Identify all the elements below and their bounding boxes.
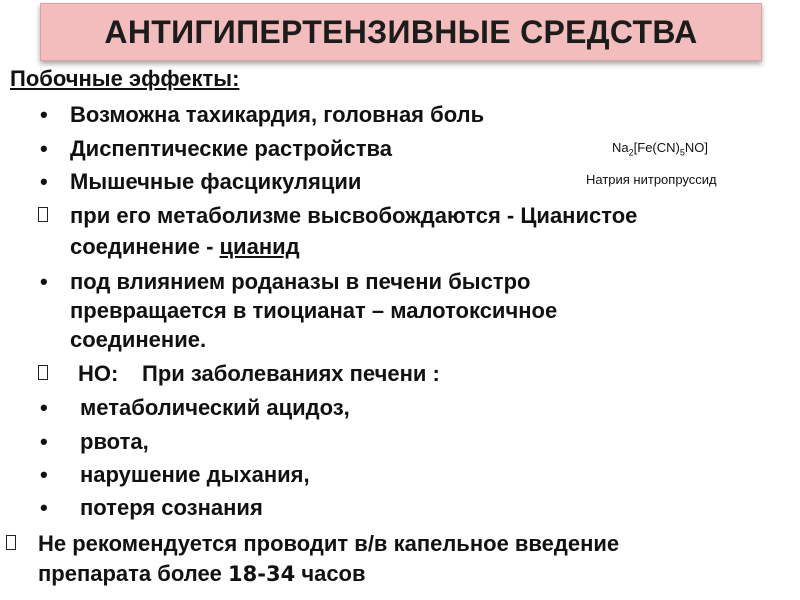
recommendation-line-1: Не рекомендуется проводит в/в капельное введение: [38, 531, 620, 556]
formula-name: Натрия нитропруссид: [586, 172, 717, 187]
square-bullet-icon: [38, 365, 48, 385]
bullet-consciousness: потеря сознания: [80, 495, 263, 520]
rodanase-line-3: соединение.: [70, 327, 207, 352]
bullet-tachycardia: Возможна тахикардия, головная боль: [70, 102, 485, 127]
metabolism-line-1: при его метаболизме высвобождаются - Цианистое: [70, 203, 638, 228]
bullet-marker: •: [40, 429, 48, 454]
hours-range: 18-34: [228, 562, 296, 586]
bullet-vomiting: рвота,: [80, 429, 149, 454]
bullet-marker: •: [40, 102, 48, 127]
cyanide-term: цианид: [219, 234, 300, 259]
bullet-marker: •: [40, 269, 48, 294]
but-label: НО:: [78, 361, 119, 386]
side-effects-heading: Побочные эффекты:: [10, 66, 240, 91]
bullet-marker: •: [40, 169, 48, 194]
bullet-acidosis: метаболический ацидоз,: [80, 395, 350, 420]
chemical-formula: $Na_2[Fe(CN)_5NO]$: [612, 140, 708, 158]
square-bullet-icon: [38, 207, 48, 227]
slide-title-box: [40, 3, 762, 61]
bullet-marker: •: [40, 136, 48, 161]
liver-disease-line: При заболеваниях печени :: [142, 361, 440, 386]
bullet-marker: •: [40, 395, 48, 420]
bullet-marker: •: [40, 462, 48, 487]
bullet-dyspeptic: Диспептические растройства: [70, 136, 392, 161]
metabolism-line-2: соединение - цианид: [70, 234, 300, 259]
rodanase-line-1: под влиянием роданазы в печени быстро: [70, 269, 531, 294]
square-bullet-icon: [6, 535, 16, 555]
rodanase-line-2: превращается в тиоцианат – малотоксичное: [70, 298, 558, 323]
bullet-fasciculations: Мышечные фасцикуляции: [70, 169, 362, 194]
bullet-breathing: нарушение дыхания,: [80, 462, 310, 487]
recommendation-line-2: препарата более 18-34 часов: [38, 561, 366, 586]
bullet-marker: •: [40, 495, 48, 520]
slide-title: АНТИГИПЕРТЕНЗИВНЫЕ СРЕДСТВА: [104, 13, 698, 50]
